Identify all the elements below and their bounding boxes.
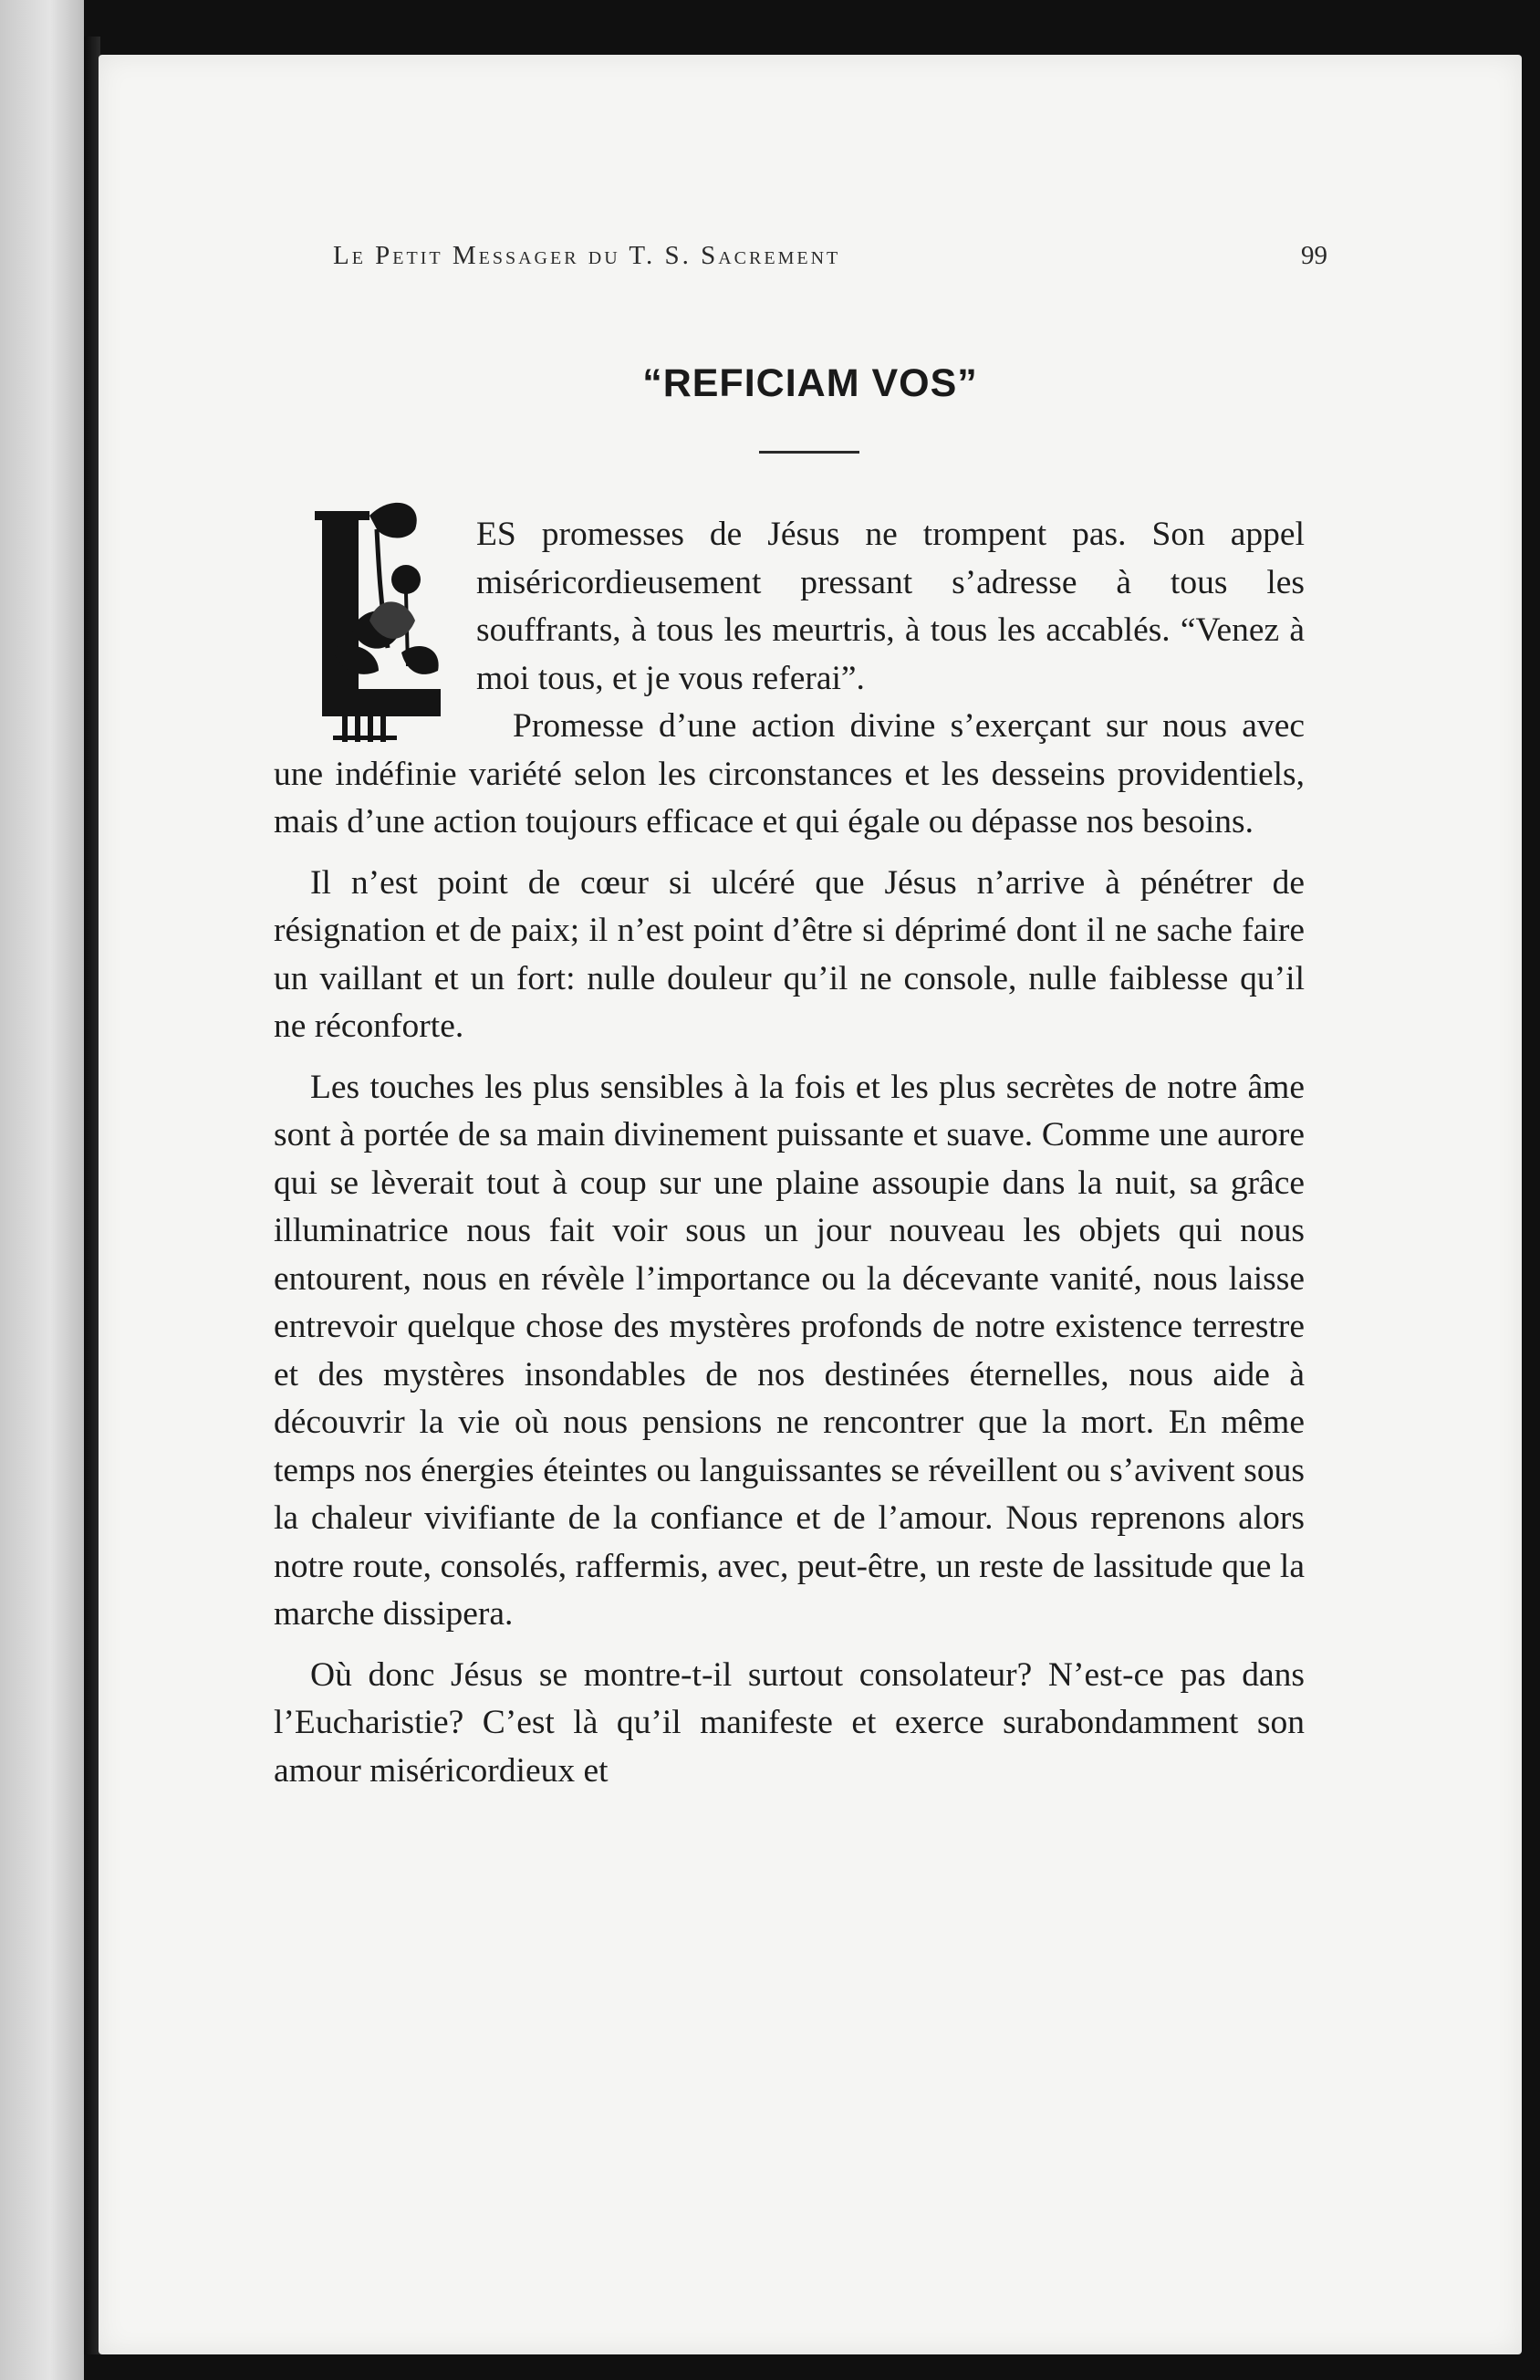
paragraph-5: Où donc Jésus se montre-t-il surtout consolateur? N’est-ce pas dans l’Eucharistie? C’est là qu’il manifeste et exerce surabondamment son amour miséricordieux et [274,1655,1305,1790]
facing-page-edge [0,0,84,2380]
paragraph-1: ES promesses de Jésus ne trompent pas. Son appel miséricordieusement pressant s’adresse à tous les souffrants, à tous les meurtris, à tous les accablés. “Venez à moi tous, et je vous referai”. [476,516,1305,697]
running-head-title: Le Petit Messager du T. S. Sacrement [333,241,841,270]
article-title: “REFICIAM VOS” [642,361,978,405]
paragraph-4: Les touches les plus sensibles à la fois et les plus secrètes de notre âme sont à portée de sa main divinement puissante et suave. Comme une aurore qui se lèverait tout à coup sur une plaine assoupie dans la nuit, sa grâce illuminatrice nous fait voir sous un jour nouveau les objets qui nous entourent, nous en révèle l’importance ou la décevante vanité, nous laisse entrevoir quelque chose des mystères profonds de notre existence terrestre et des mystères insondables de nos destinées éternelles, nous aide à découvrir la vie où nous pensions ne rencontrer que la mort. En même temps nos énergies éteintes ou languissantes se réveillent ou s’avivent sous la chaleur vivifiante de la confiance et de l’amour. Nous reprenons alors notre route, consolés, raffermis, avec, peut-être, un reste de lassitude que la marche dissipera. [274,1068,1305,1633]
running-head [333,241,1327,271]
title-rule [759,451,859,454]
page-number: 99 [1301,241,1327,270]
paragraph-3: Il n’est point de cœur si ulcéré que Jésus n’arrive à pénétrer de résignation et de paix; il n’est point d’être si déprimé dont il ne sache faire un vaillant et un fort: nulle douleur qu’il ne console, nulle faiblesse qu’il ne réconforte. [274,863,1305,1045]
article-body [274,511,1305,1795]
paragraph-2: Promesse d’une action divine s’exerçant sur nous avec une indéfinie variété selon les circonstances et les desseins providentiels, mais d’une action toujours efficace et qui égale ou dépasse nos besoins. [274,707,1305,840]
